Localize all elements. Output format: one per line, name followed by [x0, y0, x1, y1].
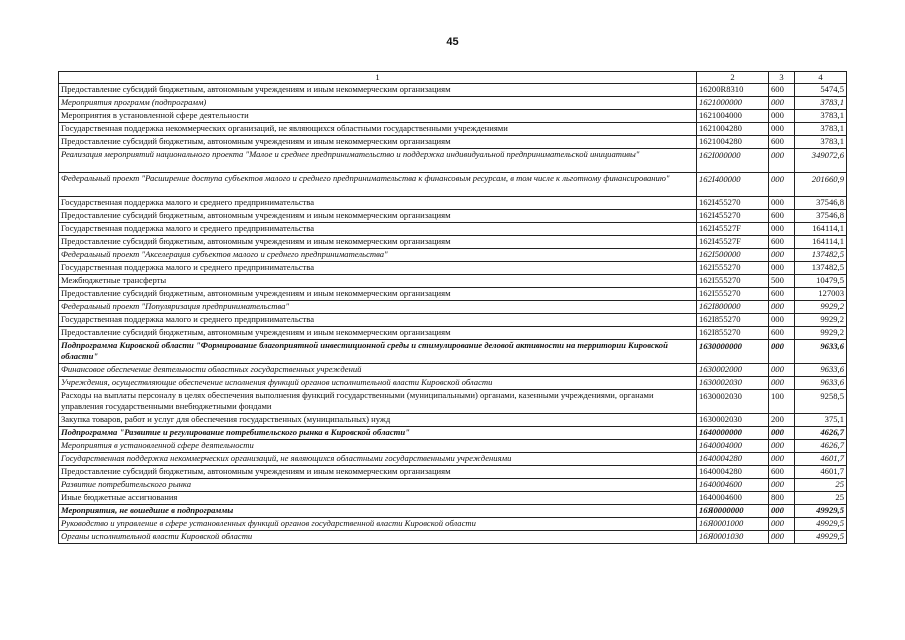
- row-amount-cell: 49929,5: [795, 505, 847, 518]
- row-name-cell: Органы исполнительной власти Кировской области: [59, 531, 697, 544]
- table-row: [59, 466, 847, 479]
- row-amount-cell: 164114,1: [795, 223, 847, 236]
- row-name-cell: Государственная поддержка малого и среднего предпринимательства: [59, 197, 697, 210]
- row-code-cell: 1621000000: [697, 97, 769, 110]
- row-code-cell: 1640004280: [697, 466, 769, 479]
- row-expense-type-cell: 000: [769, 223, 795, 236]
- table-row: [59, 531, 847, 544]
- row-expense-type-cell: 000: [769, 377, 795, 390]
- row-code-cell: 162I45527F: [697, 223, 769, 236]
- row-name-cell: Иные бюджетные ассигнования: [59, 492, 697, 505]
- row-name-cell: Мероприятия в установленной сфере деятельности: [59, 440, 697, 453]
- row-amount-cell: 5474,5: [795, 84, 847, 97]
- row-expense-type-cell: 600: [769, 288, 795, 301]
- row-amount-cell: 9929,2: [795, 314, 847, 327]
- budget-table: [58, 71, 847, 544]
- row-amount-cell: 127003: [795, 288, 847, 301]
- row-name-cell: Мероприятия в установленной сфере деятельности: [59, 110, 697, 123]
- row-name-cell: Предоставление субсидий бюджетным, автономным учреждениям и иным некоммерческим организациям: [59, 327, 697, 340]
- row-name-cell: Предоставление субсидий бюджетным, автономным учреждениям и иным некоммерческим организациям: [59, 136, 697, 149]
- row-code-cell: 162I500000: [697, 249, 769, 262]
- row-expense-type-cell: 600: [769, 327, 795, 340]
- table-row: [59, 340, 847, 364]
- row-amount-cell: 3783,1: [795, 123, 847, 136]
- row-amount-cell: 10479,5: [795, 275, 847, 288]
- table-row: [59, 123, 847, 136]
- table-row: [59, 505, 847, 518]
- row-name-cell: Предоставление субсидий бюджетным, автономным учреждениям и иным некоммерческим организациям: [59, 466, 697, 479]
- row-name-cell: Подпрограмма "Развитие и регулирование потребительского рынка в Кировской области": [59, 427, 697, 440]
- row-name-cell: Развитие потребительского рынка: [59, 479, 697, 492]
- row-code-cell: 1640004280: [697, 453, 769, 466]
- row-amount-cell: 9929,2: [795, 327, 847, 340]
- row-expense-type-cell: 200: [769, 414, 795, 427]
- row-amount-cell: 9929,2: [795, 301, 847, 314]
- row-code-cell: 1630002030: [697, 390, 769, 414]
- row-amount-cell: 4601,7: [795, 466, 847, 479]
- table-row: [59, 210, 847, 223]
- row-expense-type-cell: 000: [769, 340, 795, 364]
- row-amount-cell: 137482,5: [795, 262, 847, 275]
- row-expense-type-cell: 000: [769, 149, 795, 173]
- row-name-cell: Мероприятия, не вошедшие в подпрограммы: [59, 505, 697, 518]
- row-expense-type-cell: 000: [769, 364, 795, 377]
- row-name-cell: Государственная поддержка малого и среднего предпринимательства: [59, 314, 697, 327]
- table-row: [59, 249, 847, 262]
- row-expense-type-cell: 000: [769, 453, 795, 466]
- row-amount-cell: 25: [795, 479, 847, 492]
- row-expense-type-cell: 000: [769, 314, 795, 327]
- row-code-cell: 1640004000: [697, 440, 769, 453]
- table-row: [59, 327, 847, 340]
- row-name-cell: Государственная поддержка некоммерческих организаций, не являющихся областными государственными учреждениями: [59, 453, 697, 466]
- row-expense-type-cell: 000: [769, 97, 795, 110]
- table-row: [59, 275, 847, 288]
- budget-table-body: [59, 72, 847, 544]
- table-row: [59, 262, 847, 275]
- table-row: [59, 440, 847, 453]
- table-row: [59, 390, 847, 414]
- row-expense-type-cell: 000: [769, 173, 795, 197]
- row-code-cell: 162I455270: [697, 210, 769, 223]
- table-row: [59, 377, 847, 390]
- row-code-cell: 162I855270: [697, 327, 769, 340]
- table-row: [59, 149, 847, 173]
- row-name-cell: Государственная поддержка малого и среднего предпринимательства: [59, 262, 697, 275]
- row-code-cell: 162I555270: [697, 262, 769, 275]
- row-amount-cell: 25: [795, 492, 847, 505]
- row-amount-cell: 3783,1: [795, 110, 847, 123]
- row-code-cell: 1640000000: [697, 427, 769, 440]
- row-amount-cell: 4626,7: [795, 440, 847, 453]
- row-name-cell: Финансовое обеспечение деятельности областных государственных учреждений: [59, 364, 697, 377]
- header-cell-name: 1: [59, 72, 697, 84]
- row-code-cell: 1630002000: [697, 364, 769, 377]
- row-code-cell: 1640004600: [697, 492, 769, 505]
- row-amount-cell: 349072,6: [795, 149, 847, 173]
- row-amount-cell: 3783,1: [795, 97, 847, 110]
- row-name-cell: Межбюджетные трансферты: [59, 275, 697, 288]
- row-expense-type-cell: 000: [769, 249, 795, 262]
- row-code-cell: 16Я0001030: [697, 531, 769, 544]
- row-amount-cell: 49929,5: [795, 531, 847, 544]
- row-name-cell: Федеральный проект "Акселерация субъектов малого и среднего предпринимательства": [59, 249, 697, 262]
- row-expense-type-cell: 000: [769, 197, 795, 210]
- row-name-cell: Расходы на выплаты персоналу в целях обеспечения выполнения функций государственными (муниципальными) органами, казенными учреждениями, органами управления государственными внебюджетными фондами: [59, 390, 697, 414]
- row-code-cell: 16200R8310: [697, 84, 769, 97]
- table-row: [59, 173, 847, 197]
- row-code-cell: 1630002030: [697, 414, 769, 427]
- row-name-cell: Мероприятия программ (подпрограмм): [59, 97, 697, 110]
- row-name-cell: Предоставление субсидий бюджетным, автономным учреждениям и иным некоммерческим организациям: [59, 236, 697, 249]
- row-expense-type-cell: 000: [769, 518, 795, 531]
- row-expense-type-cell: 000: [769, 440, 795, 453]
- table-header-row: [59, 72, 847, 84]
- row-code-cell: 16Я0001000: [697, 518, 769, 531]
- table-row: [59, 314, 847, 327]
- table-row: [59, 236, 847, 249]
- row-name-cell: Государственная поддержка малого и среднего предпринимательства: [59, 223, 697, 236]
- header-cell-amount: 4: [795, 72, 847, 84]
- header-cell-code: 2: [697, 72, 769, 84]
- row-name-cell: Учреждения, осуществляющие обеспечение исполнения функций органов исполнительной власти Кировской области: [59, 377, 697, 390]
- row-amount-cell: 9258,5: [795, 390, 847, 414]
- row-amount-cell: 9633,6: [795, 377, 847, 390]
- row-expense-type-cell: 000: [769, 301, 795, 314]
- row-name-cell: Федеральный проект "Расширение доступа субъектов малого и среднего предпринимательства к финансовым ресурсам, в том числе к льготному финансированию": [59, 173, 697, 197]
- row-name-cell: Реализация мероприятий национального проекта "Малое и среднее предпринимательство и поддержка индивидуальной предпринимательской инициативы": [59, 149, 697, 173]
- row-amount-cell: 49929,5: [795, 518, 847, 531]
- table-row: [59, 84, 847, 97]
- row-code-cell: 16Я0000000: [697, 505, 769, 518]
- table-row: [59, 97, 847, 110]
- row-amount-cell: 9633,6: [795, 340, 847, 364]
- row-name-cell: Предоставление субсидий бюджетным, автономным учреждениям и иным некоммерческим организациям: [59, 210, 697, 223]
- row-expense-type-cell: 000: [769, 505, 795, 518]
- table-row: [59, 414, 847, 427]
- row-amount-cell: 3783,1: [795, 136, 847, 149]
- row-code-cell: 162I800000: [697, 301, 769, 314]
- row-amount-cell: 164114,1: [795, 236, 847, 249]
- row-name-cell: Закупка товаров, работ и услуг для обеспечения государственных (муниципальных) нужд: [59, 414, 697, 427]
- row-amount-cell: 37546,8: [795, 197, 847, 210]
- row-amount-cell: 9633,6: [795, 364, 847, 377]
- row-name-cell: Предоставление субсидий бюджетным, автономным учреждениям и иным некоммерческим организациям: [59, 288, 697, 301]
- row-code-cell: 1621004280: [697, 136, 769, 149]
- row-code-cell: 1621004000: [697, 110, 769, 123]
- row-expense-type-cell: 600: [769, 84, 795, 97]
- row-amount-cell: 4601,7: [795, 453, 847, 466]
- row-code-cell: 162I855270: [697, 314, 769, 327]
- table-row: [59, 301, 847, 314]
- table-row: [59, 136, 847, 149]
- row-expense-type-cell: 000: [769, 479, 795, 492]
- row-code-cell: 1630000000: [697, 340, 769, 364]
- row-expense-type-cell: 000: [769, 427, 795, 440]
- row-expense-type-cell: 600: [769, 466, 795, 479]
- row-expense-type-cell: 100: [769, 390, 795, 414]
- row-code-cell: 162I400000: [697, 173, 769, 197]
- table-row: [59, 453, 847, 466]
- table-row: [59, 197, 847, 210]
- row-name-cell: Руководство и управление в сфере установленных функций органов государственной власти Кировской области: [59, 518, 697, 531]
- row-code-cell: 162I555270: [697, 275, 769, 288]
- row-code-cell: 1640004600: [697, 479, 769, 492]
- row-amount-cell: 4626,7: [795, 427, 847, 440]
- row-code-cell: 162I555270: [697, 288, 769, 301]
- table-row: [59, 518, 847, 531]
- table-row: [59, 223, 847, 236]
- row-name-cell: Государственная поддержка некоммерческих организаций, не являющихся областными государственными учреждениями: [59, 123, 697, 136]
- row-amount-cell: 375,1: [795, 414, 847, 427]
- row-expense-type-cell: 800: [769, 492, 795, 505]
- row-expense-type-cell: 600: [769, 210, 795, 223]
- row-expense-type-cell: 600: [769, 136, 795, 149]
- row-code-cell: 162I45527F: [697, 236, 769, 249]
- row-amount-cell: 137482,5: [795, 249, 847, 262]
- row-name-cell: Подпрограмма Кировской области "Формирование благоприятной инвестиционной среды и стимулирование деловой активности на территории Кировской области": [59, 340, 697, 364]
- row-code-cell: 1630002030: [697, 377, 769, 390]
- table-row: [59, 427, 847, 440]
- row-expense-type-cell: 500: [769, 275, 795, 288]
- row-amount-cell: 37546,8: [795, 210, 847, 223]
- page-number: 45: [446, 36, 459, 48]
- row-name-cell: Федеральный проект "Популяризация предпринимательства": [59, 301, 697, 314]
- row-code-cell: 162I455270: [697, 197, 769, 210]
- table-row: [59, 492, 847, 505]
- row-expense-type-cell: 000: [769, 123, 795, 136]
- row-name-cell: Предоставление субсидий бюджетным, автономным учреждениям и иным некоммерческим организациям: [59, 84, 697, 97]
- table-row: [59, 364, 847, 377]
- row-expense-type-cell: 000: [769, 531, 795, 544]
- table-row: [59, 288, 847, 301]
- row-code-cell: 162I000000: [697, 149, 769, 173]
- row-amount-cell: 201660,9: [795, 173, 847, 197]
- table-row: [59, 479, 847, 492]
- row-expense-type-cell: 000: [769, 262, 795, 275]
- table-row: [59, 110, 847, 123]
- row-expense-type-cell: 600: [769, 236, 795, 249]
- row-expense-type-cell: 000: [769, 110, 795, 123]
- row-code-cell: 1621004280: [697, 123, 769, 136]
- header-cell-expense-type: 3: [769, 72, 795, 84]
